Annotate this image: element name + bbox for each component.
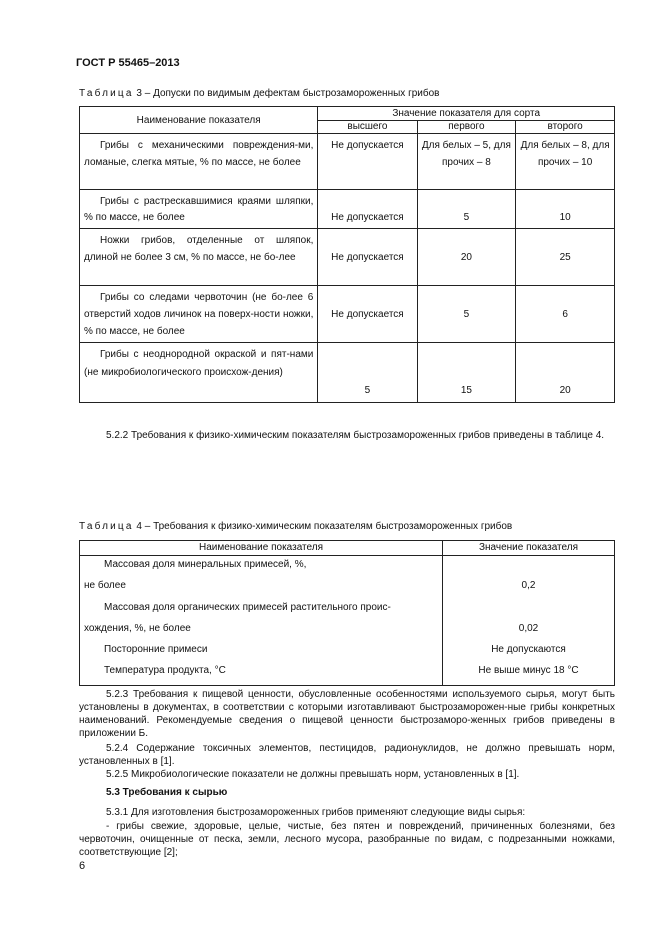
paragraph-5-2-3-text: 5.2.3 Требования к пищевой ценности, обусловленные особенностями используемого сырья, могут быть установлены в документах, в соответствии с которыми изготавливают быстрозаморожен-ные грибы конкретных наименований. Рекомендуемые сведения о пищевой ценности быстрозаморо-женных грибов приведены в приложении Б. (79, 689, 615, 739)
table3-row2-top: Не допускается (318, 190, 417, 229)
table3-row1-first: Для белых – 5, для прочих – 8 (417, 134, 516, 190)
table3-row2-name: Грибы с растрескавшимися краями шляпки, % по массе, не более (80, 190, 318, 229)
table-row (80, 190, 615, 229)
table-row (80, 595, 615, 638)
table3-row4-second: 6 (516, 286, 615, 343)
table4-caption-text: 4 – Требования к физико-химическим показателям быстрозамороженных грибов (133, 521, 513, 532)
paragraph-5-3-1-text: 5.3.1 Для изготовления быстрозамороженных грибов применяют следующие виды сырья: (106, 807, 526, 818)
table3-row5-top: 5 (318, 343, 417, 403)
table4-row3-name: Посторонние примеси (80, 638, 443, 660)
paragraph-5-2-3 (79, 688, 615, 740)
paragraph-5-3-1-item-text: - грибы свежие, здоровые, целые, чистые, без пятен и повреждений, причиненных болезнями, без червоточин, очищенные от песка, земли, лесного мусора, разобранные по видам, с подрезанными ножками, соответствующие [2]; (79, 821, 615, 858)
paragraph-5-2-2 (79, 429, 615, 443)
table3-row5-first: 15 (417, 343, 516, 403)
table4-row2-name-line2: хождения, %, не более (84, 622, 191, 634)
table4-header-name: Наименование показателя (80, 541, 443, 556)
table3-caption (79, 88, 439, 99)
table4-row4-name: Температура продукта, °С (80, 660, 443, 686)
table-row (80, 638, 615, 660)
paragraph-5-2-5 (79, 768, 615, 781)
table3-row1-name: Грибы с механическими повреждения-ми, ломаные, слегка мятые, % по массе, не более (80, 134, 318, 190)
table4-row2-name-line1: Массовая доля органических примесей растительного проис- (104, 602, 391, 613)
table3-row5-name: Грибы с неоднородной окраской и пят-нами (не микробиологического происхож-дения) (80, 343, 318, 403)
document-header: ГОСТ Р 55465–2013 (76, 57, 180, 69)
table3-header-name: Наименование показателя (80, 107, 318, 134)
table3-row3-second: 25 (516, 229, 615, 286)
table4-header-value: Значение показателя (443, 541, 615, 556)
paragraph-5-2-2-text: 5.2.2 Требования к физико-химическим показателям быстрозамороженных грибов приведены в таблице 4. (106, 430, 605, 441)
table3-row3-top: Не допускается (318, 229, 417, 286)
table3-row1-top: Не допускается (318, 134, 417, 190)
table3-row3-name: Ножки грибов, отделенные от шляпок, длиной не более 3 см, % по массе, не бо-лее (80, 229, 318, 286)
table3-row4-name: Грибы со следами червоточин (не бо-лее 6 отверстий ходов личинок на поверх-ности ножки, % по массе, не более (80, 286, 318, 343)
table3-header-first-grade: первого (417, 121, 516, 134)
table3-header-top-grade: высшего (318, 121, 417, 134)
table3-row3-first: 20 (417, 229, 516, 286)
table4-row1-name-line2: не более (84, 579, 126, 591)
section-heading-5-3-text: 5.3 Требования к сырью (106, 787, 228, 798)
table4-caption-word: Таблица (79, 521, 134, 532)
table4 (79, 540, 615, 686)
table3-row5-second: 20 (516, 343, 615, 403)
paragraph-5-3-1-item (79, 820, 615, 859)
table-row (80, 660, 615, 686)
table3 (79, 106, 615, 403)
table-row (80, 286, 615, 343)
table-row (80, 343, 615, 403)
table4-row2-value: 0,02 (443, 595, 615, 638)
table4-row3-value: Не допускаются (443, 638, 615, 660)
table3-row2-second: 10 (516, 190, 615, 229)
table-row (80, 556, 615, 596)
table3-header-second-grade: второго (516, 121, 615, 134)
page-number: 6 (79, 860, 86, 872)
table3-caption-text: 3 – Допуски по видимым дефектам быстрозамороженных грибов (133, 88, 440, 99)
table3-caption-word: Таблица (79, 88, 134, 99)
table4-row1-name (80, 556, 443, 596)
paragraph-5-2-4-text: 5.2.4 Содержание токсичных элементов, пестицидов, радионуклидов, не должно превышать норм, установленных в [1]. (79, 743, 615, 767)
section-heading-5-3 (79, 786, 615, 799)
table-row (80, 229, 615, 286)
table3-header-group: Значение показателя для сорта (318, 107, 615, 121)
table4-row1-name-line1: Массовая доля минеральных примесей, %, (104, 559, 307, 570)
table4-caption (79, 521, 512, 532)
paragraph-5-2-4 (79, 742, 615, 768)
table3-row1-second: Для белых – 8, для прочих – 10 (516, 134, 615, 190)
table4-row4-value: Не выше минус 18 °С (443, 660, 615, 686)
table3-row4-first: 5 (417, 286, 516, 343)
table4-row2-name (80, 595, 443, 638)
table-row (80, 134, 615, 190)
paragraph-5-3-1 (79, 806, 615, 819)
table3-row2-first: 5 (417, 190, 516, 229)
table3-row4-top: Не допускается (318, 286, 417, 343)
paragraph-5-2-5-text: 5.2.5 Микробиологические показатели не должны превышать норм, установленных в [1]. (106, 769, 520, 780)
table4-row1-value: 0,2 (443, 556, 615, 596)
